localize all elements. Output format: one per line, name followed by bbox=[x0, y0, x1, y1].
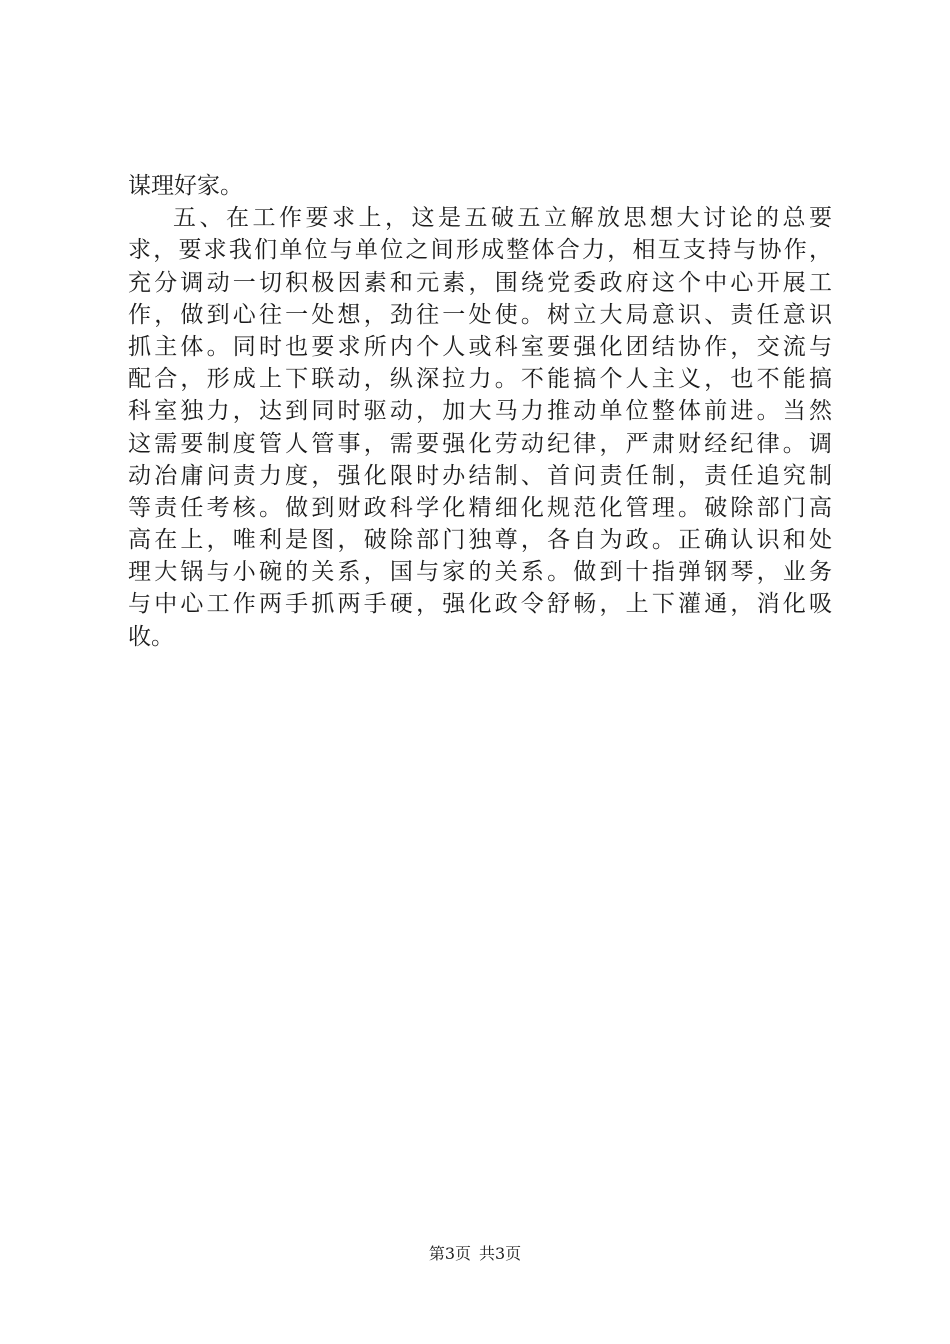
text-line: 动冶庸问责力度，强化限时办结制、首问责任制，责任追究制 bbox=[128, 462, 832, 489]
text-line: 科室独力，达到同时驱动，加大马力推动单位整体前进。当然 bbox=[128, 398, 832, 425]
text-line: 理大锅与小碗的关系，国与家的关系。做到十指弹钢琴，业务 bbox=[128, 559, 832, 586]
text-line: 求，要求我们单位与单位之间形成整体合力，相互支持与协作， bbox=[128, 237, 832, 264]
text-line: 谋理好家。 bbox=[128, 173, 243, 199]
text-line: 收。 bbox=[128, 623, 174, 650]
text-line: 这需要制度管人管事，需要强化劳动纪律，严肃财经纪律。调 bbox=[128, 430, 832, 457]
text-line: 高在上，唯利是图，破除部门独尊，各自为政。正确认识和处 bbox=[128, 527, 832, 554]
page-footer bbox=[0, 1243, 950, 1265]
text-line: 作，做到心往一处想，劲往一处使。树立大局意识、责任意识 bbox=[128, 301, 832, 328]
text-line: 等责任考核。做到财政科学化精细化规范化管理。破除部门高 bbox=[128, 494, 832, 521]
current-page-number: 第3页 bbox=[428, 1244, 471, 1263]
text-line: 配合，形成上下联动，纵深拉力。不能搞个人主义，也不能搞 bbox=[128, 366, 832, 393]
paragraph-first-line: 五、在工作要求上，这是五破五立解放思想大讨论的总要 bbox=[173, 205, 832, 232]
text-line: 充分调动一切积极因素和元素，围绕党委政府这个中心开展工 bbox=[128, 269, 832, 296]
text-line: 抓主体。同时也要求所内个人或科室要强化团结协作，交流与 bbox=[128, 333, 832, 360]
body-paragraphs bbox=[128, 170, 832, 653]
text-line: 与中心工作两手抓两手硬，强化政令舒畅，上下灌通，消化吸 bbox=[128, 591, 832, 618]
total-pages: 共3页 bbox=[479, 1244, 522, 1263]
